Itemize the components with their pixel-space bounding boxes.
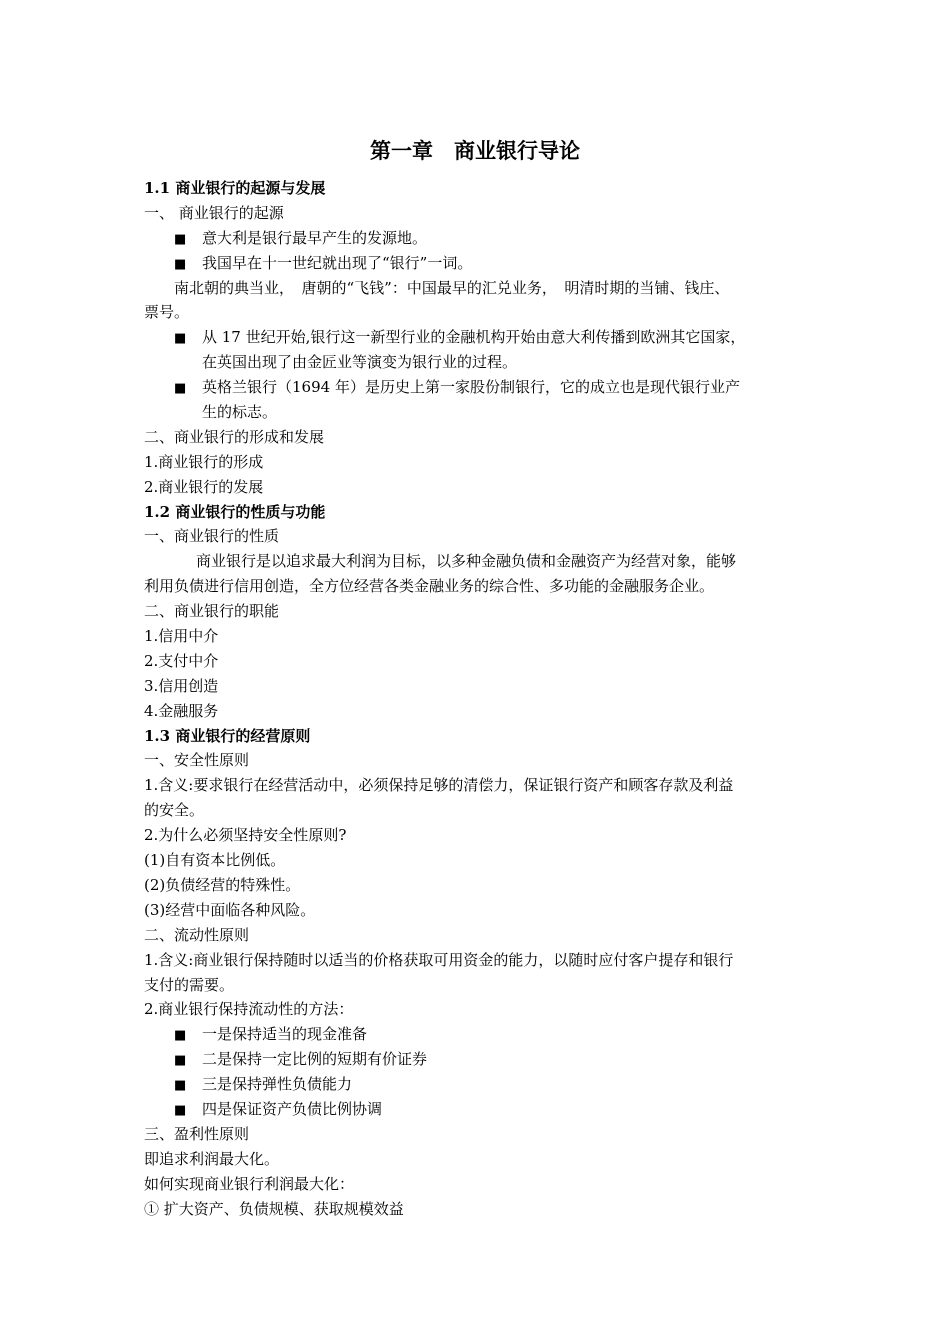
text-line: 一、商业银行的性质 bbox=[144, 527, 280, 546]
bullet-square-icon: ■ bbox=[174, 1078, 187, 1094]
text-line: 2.为什么必须坚持安全性原则? bbox=[144, 826, 347, 845]
bullet-square-icon: ■ bbox=[174, 1102, 187, 1118]
text-line: (1)自有资本比例低。 bbox=[144, 851, 286, 870]
text-line: 3.信用创造 bbox=[144, 676, 219, 695]
text-line: 2.商业银行保持流动性的方法： bbox=[144, 1000, 354, 1019]
chapter-title: 第一章 商业银行导论 bbox=[370, 138, 580, 163]
document-body bbox=[144, 176, 814, 1221]
bullet-continuation: 生的标志。 bbox=[202, 403, 278, 422]
text-line: (3)经营中面临各种风险。 bbox=[144, 900, 316, 919]
text-line: 1.信用中介 bbox=[144, 627, 219, 646]
text-line: 即追求利润最大化。 bbox=[144, 1149, 280, 1168]
text-line: 2.支付中介 bbox=[144, 651, 219, 670]
text-line: 一、 商业银行的起源 bbox=[144, 203, 284, 222]
bullet-continuation: 在英国出现了由金匠业等演变为银行业的过程。 bbox=[202, 353, 518, 372]
text-line: 一、安全性原则 bbox=[144, 751, 250, 770]
bullet-text: 三是保持弹性负债能力 bbox=[202, 1075, 353, 1094]
bullet-text: 意大利是银行最早产生的发源地。 bbox=[202, 228, 428, 247]
bullet-item bbox=[144, 375, 814, 400]
section-heading: 1.3 商业银行的经营原则 bbox=[144, 726, 311, 745]
bullet-item bbox=[144, 251, 814, 276]
bullet-text: 二是保持一定比例的短期有价证券 bbox=[202, 1050, 428, 1069]
text-line: 的安全。 bbox=[144, 801, 205, 820]
text-line: 三、盈利性原则 bbox=[144, 1124, 250, 1143]
text-line: 票号。 bbox=[144, 303, 190, 322]
bullet-text: 四是保证资产负债比例协调 bbox=[202, 1099, 383, 1118]
bullet-item bbox=[144, 226, 814, 251]
bullet-square-icon: ■ bbox=[174, 331, 187, 347]
bullet-item bbox=[144, 1047, 814, 1072]
bullet-text: 我国早在十一世纪就出现了“银行”一词。 bbox=[202, 253, 473, 272]
bullet-square-icon: ■ bbox=[174, 256, 187, 272]
bullet-item bbox=[144, 1072, 814, 1097]
bullet-text: 一是保持适当的现金准备 bbox=[202, 1025, 368, 1044]
section-heading: 1.2 商业银行的性质与功能 bbox=[144, 502, 326, 521]
text-line: 二、商业银行的职能 bbox=[144, 602, 280, 621]
text-line: 2.商业银行的发展 bbox=[144, 477, 264, 496]
bullet-text: 从 17 世纪开始,银行这一新型行业的金融机构开始由意大利传播到欧洲其它国家， bbox=[202, 328, 746, 347]
text-line: 1.含义:商业银行保持随时以适当的价格获取可用资金的能力，以随时应付客户提存和银行 bbox=[144, 950, 734, 969]
text-line: 1.商业银行的形成 bbox=[144, 452, 264, 471]
bullet-item bbox=[144, 325, 814, 350]
text-line: 4.金融服务 bbox=[144, 701, 219, 720]
text-line: 二、商业银行的形成和发展 bbox=[144, 427, 325, 446]
text-line: 1.含义:要求银行在经营活动中，必须保持足够的清偿力，保证银行资产和顾客存款及利益 bbox=[144, 776, 734, 795]
bullet-text: 英格兰银行（1694 年）是历史上第一家股份制银行，它的成立也是现代银行业产 bbox=[202, 378, 740, 397]
text-line: 支付的需要。 bbox=[144, 975, 235, 994]
section-heading: 1.1 商业银行的起源与发展 bbox=[144, 179, 326, 197]
paragraph-line: 南北朝的典当业， 唐朝的“飞钱”：中国最早的汇兑业务， 明清时期的当铺、钱庄、 bbox=[174, 278, 730, 297]
bullet-item bbox=[144, 1022, 814, 1047]
bullet-square-icon: ■ bbox=[174, 381, 187, 397]
text-line: (2)负债经营的特殊性。 bbox=[144, 875, 301, 894]
bullet-item bbox=[144, 1097, 814, 1122]
bullet-square-icon: ■ bbox=[174, 1028, 187, 1044]
text-line: ① 扩大资产、负债规模、获取规模效益 bbox=[144, 1199, 404, 1218]
text-line: 如何实现商业银行利润最大化： bbox=[144, 1174, 355, 1193]
bullet-square-icon: ■ bbox=[174, 231, 187, 247]
paragraph-line: 商业银行是以追求最大利润为目标，以多种金融负债和金融资产为经营对象，能够 bbox=[196, 552, 737, 571]
bullet-square-icon: ■ bbox=[174, 1053, 187, 1069]
text-line: 二、流动性原则 bbox=[144, 925, 250, 944]
text-line: 利用负债进行信用创造，全方位经营各类金融业务的综合性、多功能的金融服务企业。 bbox=[144, 577, 715, 596]
